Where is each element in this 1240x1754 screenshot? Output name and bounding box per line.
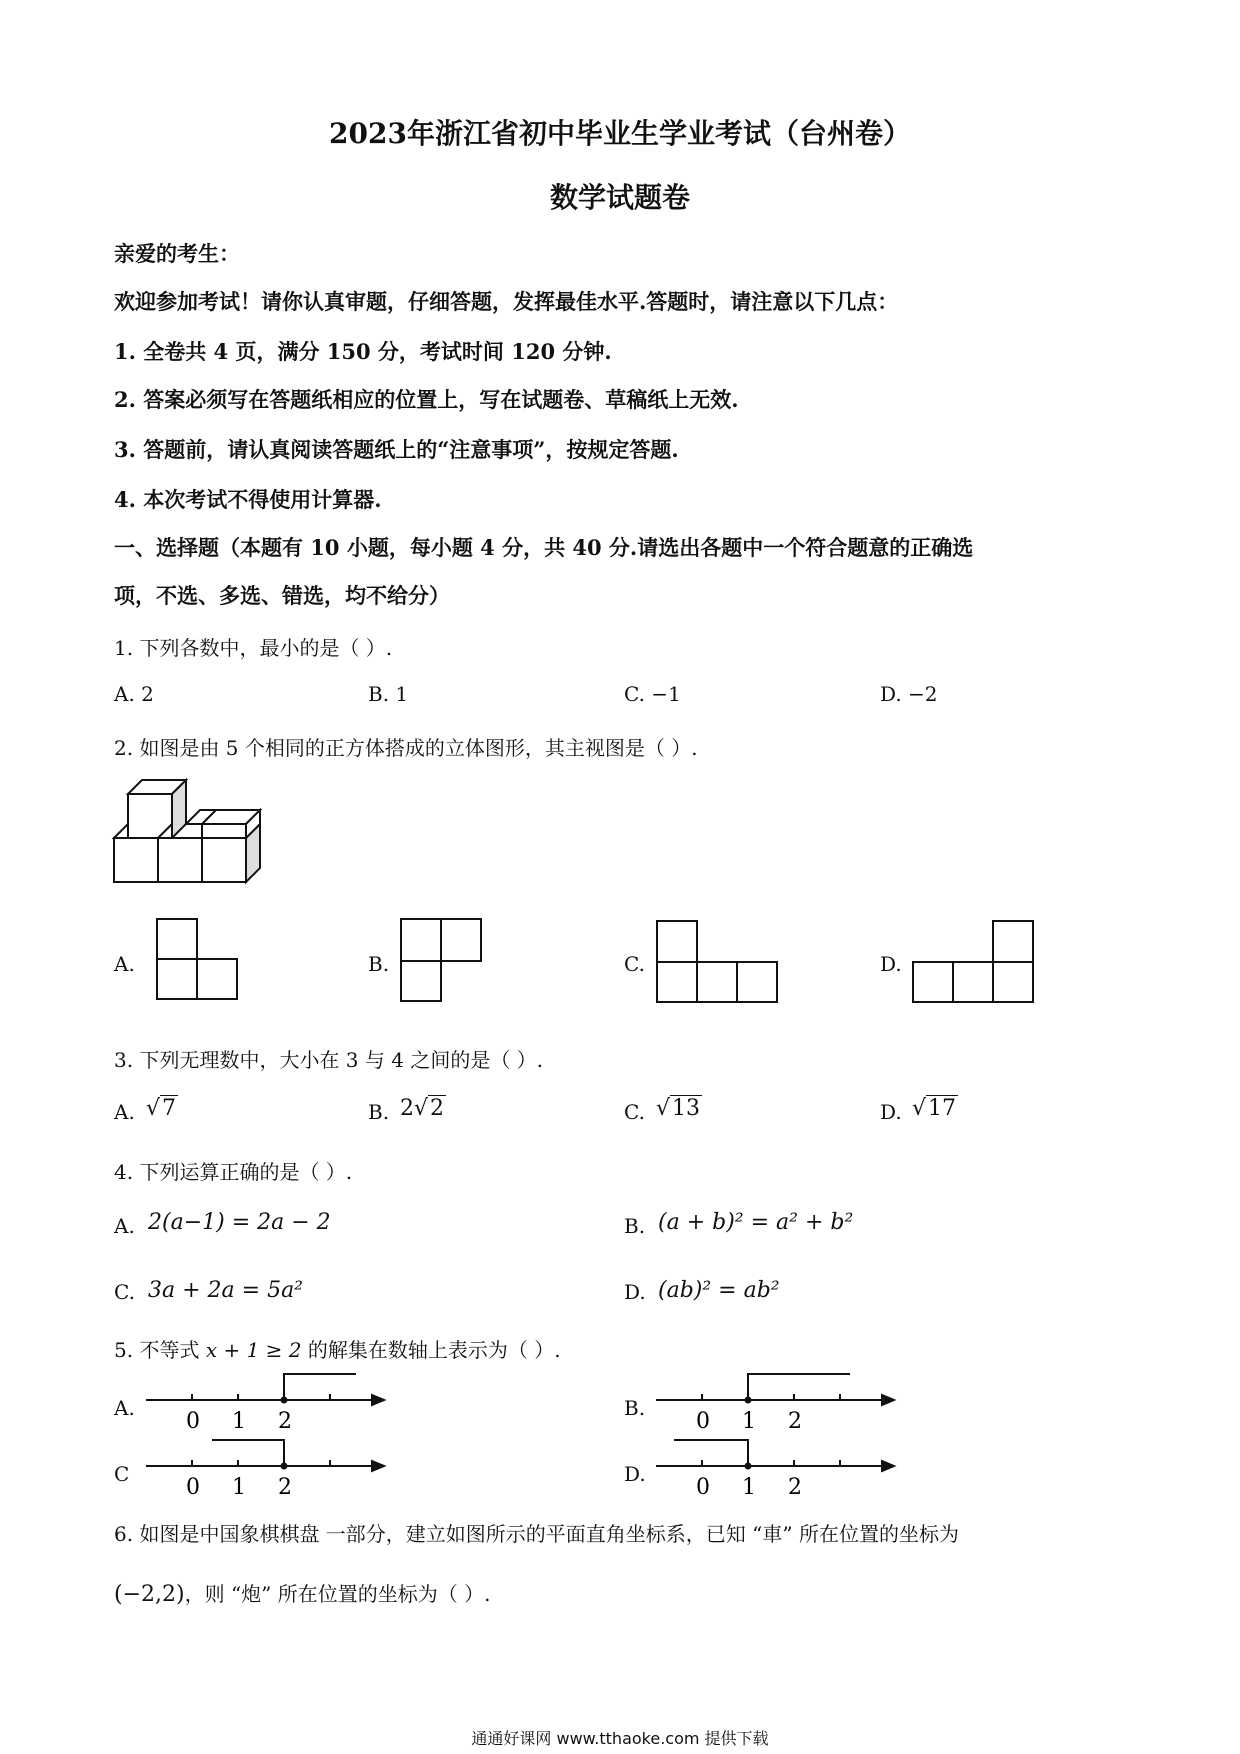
q3-option-c-value	[656, 1096, 702, 1121]
q5-inequality: x + 1 ≥ 2	[205, 1338, 302, 1362]
sqrt-sign-icon: √	[656, 1096, 671, 1121]
q2-option-c-label: C.	[624, 952, 645, 976]
q5-stem-post: 的解集在数轴上表示为（ ）.	[307, 1338, 561, 1362]
q5-option-a-label: A.	[114, 1396, 135, 1420]
q6-line2	[114, 1578, 490, 1607]
q4-option-c-label: C.	[114, 1280, 135, 1304]
q3-option-d-value	[912, 1096, 958, 1121]
q1-option-d: D. −2	[880, 682, 938, 706]
tick-label: 0	[696, 1475, 710, 1500]
q4-stem: 4. 下列运算正确的是（ ）.	[114, 1160, 353, 1184]
q1-option-a: A. 2	[114, 682, 154, 706]
q4-option-a-label: A.	[114, 1214, 135, 1238]
exam-subtitle: 数学试题卷	[549, 181, 690, 214]
section-heading-line2: 项，不选、多选、错选，均不给分）	[114, 583, 450, 608]
q1-stem: 1. 下列各数中，最小的是（ ）.	[114, 636, 393, 660]
q4-option-d-expr: (ab)² = ab²	[658, 1278, 780, 1303]
q4-option-a-expr: 2(a−1) = 2a − 2	[148, 1210, 331, 1235]
q2-cube-figure	[112, 770, 282, 900]
q3-b-coef: 2	[400, 1096, 414, 1121]
q3-option-b-label: B.	[368, 1100, 390, 1124]
tick-label: 0	[696, 1409, 710, 1434]
q5-option-c-numberline	[144, 1436, 384, 1500]
q5-option-d-numberline	[654, 1436, 894, 1500]
q5-option-c-label: C	[114, 1462, 130, 1486]
q3-a-radicand: 7	[162, 1096, 177, 1121]
q3-d-radicand: 17	[928, 1096, 957, 1121]
q5-stem	[114, 1334, 561, 1363]
q2-option-d-figure	[912, 920, 1038, 1004]
q6-line2-text: ，则 “炮” 所在位置的坐标为（ ）.	[184, 1582, 491, 1606]
q3-option-c-label: C.	[624, 1100, 645, 1124]
q5-option-b-label: B.	[624, 1396, 646, 1420]
q4-option-d-label: D.	[624, 1280, 646, 1304]
q6-line1: 6. 如图是中国象棋棋盘 一部分，建立如图所示的平面直角坐标系，已知 “車” 所在位置的坐标为	[114, 1522, 959, 1546]
q5-option-a-numberline	[144, 1370, 384, 1434]
q4-option-c-expr: 3a + 2a = 5a²	[148, 1278, 303, 1303]
sqrt-sign-icon: √	[912, 1096, 927, 1121]
tick-label: 1	[232, 1475, 246, 1500]
q6-coordinate: (−2,2)	[114, 1582, 185, 1607]
notice-item-3: 3. 答题前，请认真阅读答题纸上的“注意事项”，按规定答题.	[114, 437, 679, 462]
q3-b-radicand: 2	[430, 1096, 445, 1121]
q5-option-d-label: D.	[624, 1462, 646, 1486]
q1-option-b: B. 1	[368, 682, 409, 706]
q3-option-a-label: A.	[114, 1100, 135, 1124]
q3-option-a-value	[146, 1096, 178, 1121]
exam-title: 2023年浙江省初中毕业生学业考试（台州卷）	[329, 117, 911, 150]
q2-stem: 2. 如图是由 5 个相同的正方体搭成的立体图形，其主视图是（ ）.	[114, 736, 698, 760]
notice-item-2: 2. 答案必须写在答题纸相应的位置上，写在试题卷、草稿纸上无效.	[114, 387, 739, 412]
tick-label: 1	[742, 1475, 756, 1500]
tick-label: 1	[742, 1409, 756, 1434]
q1-option-c: C. −1	[624, 682, 681, 706]
footer-source: 通通好课网 www.tthaoke.com 提供下载	[471, 1729, 769, 1748]
tick-label: 2	[278, 1409, 292, 1434]
q3-option-b-value	[400, 1096, 446, 1121]
greeting: 亲爱的考生：	[114, 241, 240, 266]
q3-c-radicand: 13	[672, 1096, 701, 1121]
sqrt-sign-icon: √	[146, 1096, 161, 1121]
tick-label: 2	[788, 1475, 802, 1500]
welcome-text: 欢迎参加考试！请你认真审题，仔细答题，发挥最佳水平.答题时，请注意以下几点：	[114, 289, 899, 314]
tick-label: 2	[788, 1409, 802, 1434]
tick-label: 0	[186, 1475, 200, 1500]
q2-option-b-label: B.	[368, 952, 390, 976]
q4-option-b-label: B.	[624, 1214, 646, 1238]
q2-option-b-figure	[400, 918, 484, 1004]
q3-option-d-label: D.	[880, 1100, 902, 1124]
q2-option-a-label: A.	[114, 952, 135, 976]
q2-option-d-label: D.	[880, 952, 902, 976]
q5-option-b-numberline	[654, 1370, 894, 1434]
q3-stem: 3. 下列无理数中，大小在 3 与 4 之间的是（ ）.	[114, 1048, 544, 1072]
notice-item-4: 4. 本次考试不得使用计算器.	[114, 487, 382, 512]
q4-option-b-expr: (a + b)² = a² + b²	[658, 1210, 854, 1235]
q5-stem-pre: 5. 不等式	[114, 1338, 200, 1362]
q2-option-a-figure	[156, 918, 240, 1002]
tick-label: 2	[278, 1475, 292, 1500]
q2-option-c-figure	[656, 920, 782, 1004]
section-heading-line1: 一、选择题（本题有 10 小题，每小题 4 分，共 40 分.请选出各题中一个符合题意的正确选	[114, 535, 974, 560]
sqrt-sign-icon: √	[414, 1096, 429, 1121]
tick-label: 0	[186, 1409, 200, 1434]
notice-item-1: 1. 全卷共 4 页，满分 150 分，考试时间 120 分钟.	[114, 339, 612, 364]
tick-label: 1	[232, 1409, 246, 1434]
